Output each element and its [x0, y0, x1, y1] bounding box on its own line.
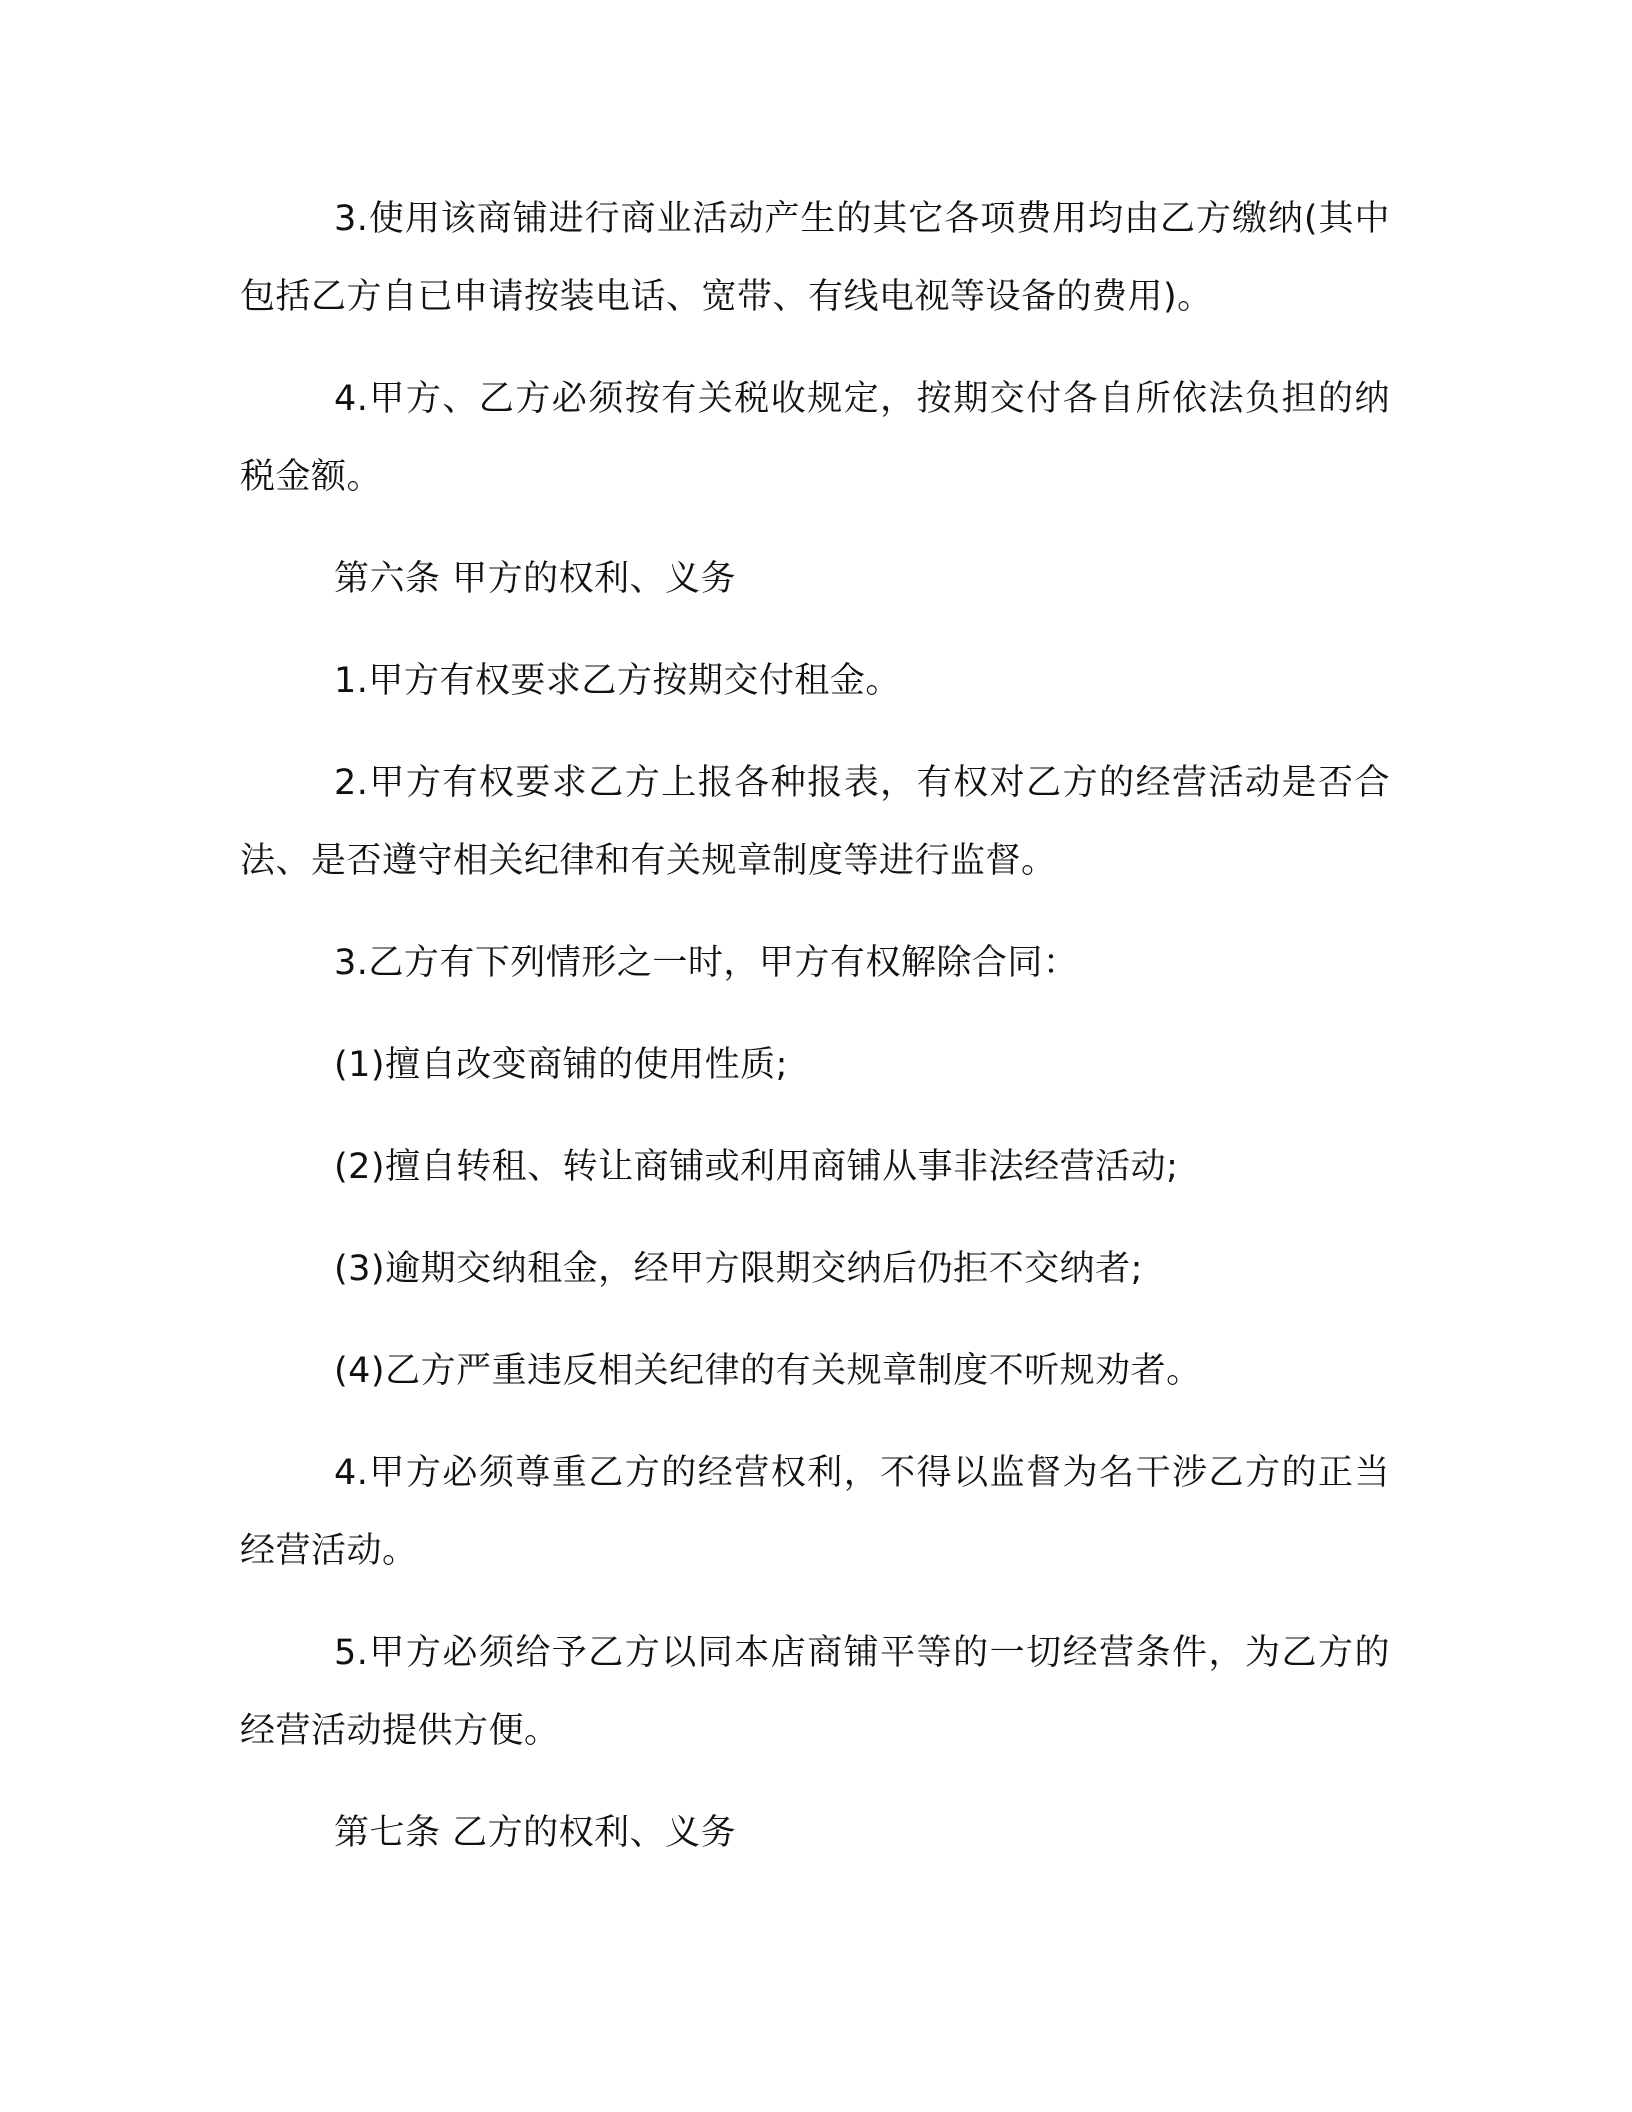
- paragraph-termination: 3.乙方有下列情形之一时，甲方有权解除合同：: [334, 943, 1079, 983]
- article-seven-heading: 第七条 乙方的权利、义务: [334, 1813, 737, 1853]
- article-six-heading: 第六条 甲方的权利、义务: [334, 559, 737, 599]
- paragraph-tax: 4.甲方、乙方必须按有关税收规定，按期交付各自所依法负担的纳税金额。: [240, 379, 1390, 497]
- paragraph-supervision: 2.甲方有权要求乙方上报各种报表，有权对乙方的经营活动是否合法、是否遵守相关纪律和有关规章制度等进行监督。: [240, 763, 1390, 881]
- paragraph-rent-right: 1.甲方有权要求乙方按期交付租金。: [334, 661, 901, 701]
- list-item-2: (2)擅自转租、转让商铺或利用商铺从事非法经营活动;: [334, 1147, 1179, 1187]
- paragraph-respect: 4.甲方必须尊重乙方的经营权利，不得以监督为名干涉乙方的正当经营活动。: [240, 1453, 1390, 1571]
- list-item-4: (4)乙方严重违反相关纪律的有关规章制度不听规劝者。: [334, 1351, 1202, 1391]
- paragraph-equal-conditions: 5.甲方必须给予乙方以同本店商铺平等的一切经营条件，为乙方的经营活动提供方便。: [240, 1633, 1390, 1751]
- paragraph-fees: 3.使用该商铺进行商业活动产生的其它各项费用均由乙方缴纳(其中包括乙方自已申请按装电话、宽带、有线电视等设备的费用)。: [240, 199, 1390, 317]
- list-item-3: (3)逾期交纳租金，经甲方限期交纳后仍拒不交纳者;: [334, 1249, 1143, 1289]
- list-item-1: (1)擅自改变商铺的使用性质;: [334, 1045, 788, 1085]
- document-body: [240, 180, 1390, 1896]
